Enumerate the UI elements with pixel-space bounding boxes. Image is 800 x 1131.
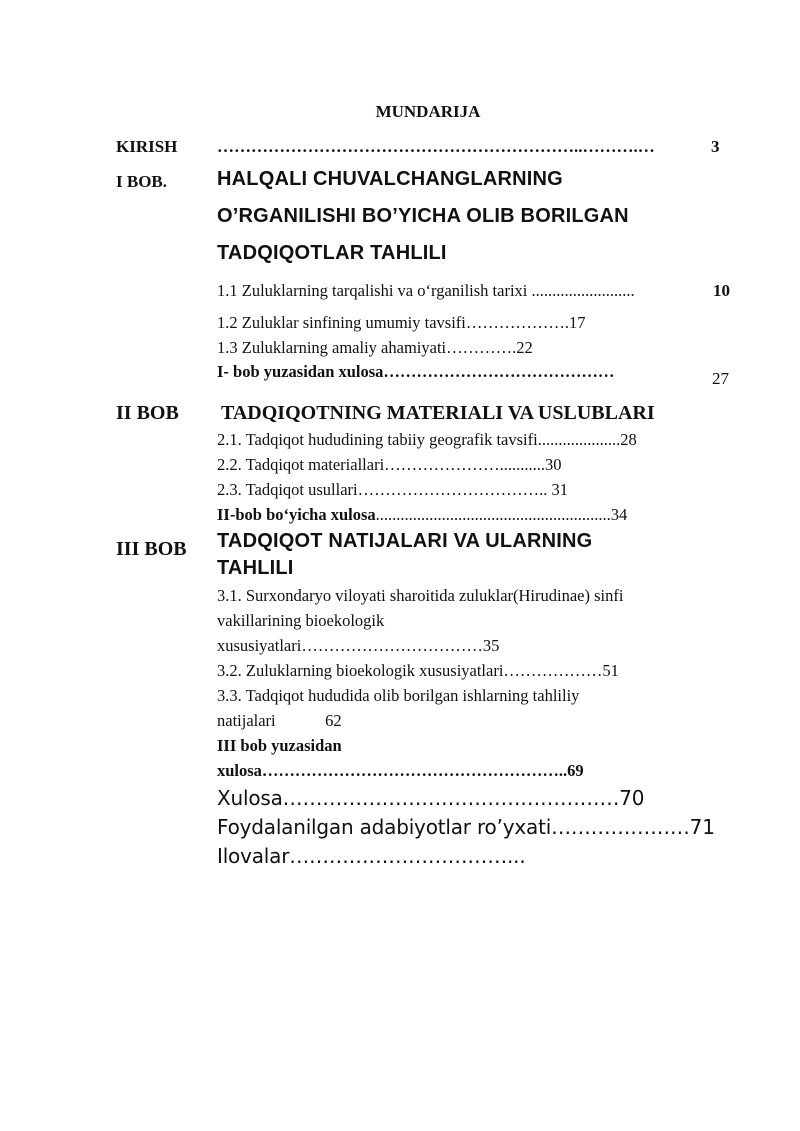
intro-dot-leader: ………………………………………………………..……….… bbox=[217, 137, 655, 156]
toc-conclusion: Xulosa……………………………………………70 bbox=[217, 786, 645, 810]
toc-item-3-3-line-1: 3.3. Tadqiqot hududida olib borilgan ishlarning tahliliy bbox=[217, 686, 580, 705]
chapter1-heading-line-2: O’RGANILISHI BO’YICHA OLIB BORILGAN bbox=[217, 205, 629, 227]
toc-item-2-3: 2.3. Tadqiqot usullari…………………………….. 31 bbox=[217, 480, 568, 499]
chapter3-summary-line-1: III bob yuzasidan bbox=[217, 736, 342, 755]
chapter1-heading-line-3: TADQIQOTLAR TAHLILI bbox=[217, 242, 447, 264]
chapter3-summary-line-2: xulosa………………………………………………..69 bbox=[217, 761, 584, 780]
toc-item-3-1-line-2: vakillarining bioekologik bbox=[217, 611, 385, 630]
page-title: MUNDARIJA bbox=[375, 102, 481, 121]
chapter2-heading: TADQIQOTNING MATERIALI VA USLUBLARI bbox=[221, 402, 655, 424]
toc-appendices: Ilovalar……………………………... bbox=[217, 844, 526, 868]
toc-item-1-1-page: 10 bbox=[713, 281, 730, 300]
chapter2-label: II BOB bbox=[116, 402, 179, 424]
toc-item-3-1-line-1: 3.1. Surxondaryo viloyati sharoitida zuluklar(Hirudinae) sinfi bbox=[217, 586, 624, 605]
chapter1-summary: I- bob yuzasidan xulosa…………………………………… bbox=[217, 362, 615, 381]
toc-item-2-2: 2.2. Tadqiqot materiallari…………………...........30 bbox=[217, 455, 562, 474]
toc-item-3-3-line-2: natijalari 62 bbox=[217, 711, 342, 730]
toc-references: Foydalanilgan adabiyotlar ro’yxati…………………71 bbox=[217, 815, 715, 839]
toc-item-3-1-line-3: xususiyatlari……………………………35 bbox=[217, 636, 500, 655]
intro-page-number: 3 bbox=[711, 137, 720, 156]
chapter3-heading-line-2: TAHLILI bbox=[217, 557, 294, 579]
chapter3-label: III BOB bbox=[116, 538, 187, 560]
toc-item-3-2: 3.2. Zuluklarning bioekologik xususiyatlari………………51 bbox=[217, 661, 619, 680]
toc-item-1-1: 1.1 Zuluklarning tarqalishi va o‘rganilish tarixi ......................... bbox=[217, 281, 635, 300]
toc-item-1-2: 1.2 Zuluklar sinfining umumiy tavsifi……………….17 bbox=[217, 313, 586, 332]
chapter2-summary bbox=[217, 505, 627, 525]
intro-label: KIRISH bbox=[116, 137, 178, 156]
chapter1-label: I BOB. bbox=[116, 172, 168, 191]
chapter3-heading-line-1: TADQIQOT NATIJALARI VA ULARNING bbox=[217, 530, 593, 552]
chapter1-heading-line-1: HALQALI CHUVALCHANGLARNING bbox=[217, 168, 563, 190]
chapter1-summary-page: 27 bbox=[712, 369, 729, 388]
toc-item-2-1: 2.1. Tadqiqot hududining tabiiy geografik tavsifi....................28 bbox=[217, 430, 637, 449]
chapter2-summary-leader: .........................................................34 bbox=[375, 505, 628, 524]
chapter2-summary-title: II-bob bo‘yicha xulosa bbox=[217, 505, 376, 524]
toc-item-1-3: 1.3 Zuluklarning amaliy ahamiyati………….22 bbox=[217, 338, 533, 357]
